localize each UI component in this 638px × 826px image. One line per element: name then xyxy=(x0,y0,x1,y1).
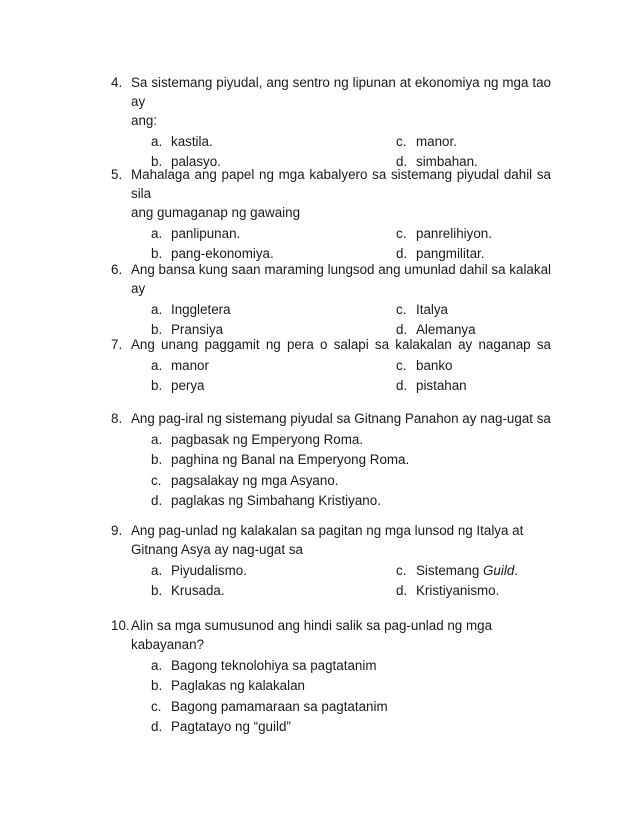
choice-a: a. manor xyxy=(151,357,209,373)
choice-c: c. banko xyxy=(396,357,453,373)
question-number: 6. xyxy=(111,262,123,277)
choice-b: b. Pransiya xyxy=(151,322,224,338)
choice-a: a. Piyudalismo. xyxy=(151,562,247,578)
choice-b: b. palasyo. xyxy=(151,154,221,170)
choice-a: a. panlipunan. xyxy=(151,225,241,241)
choice-d: d. Kristiyanismo. xyxy=(396,583,500,599)
question-text: Ang unang paggamit ng pera o salapi sa kalakalan ay naganap sa xyxy=(131,337,551,352)
choices xyxy=(111,560,551,601)
choices xyxy=(111,223,551,264)
question-number: 5. xyxy=(111,167,123,182)
choice-b: b. perya xyxy=(151,378,205,394)
choice-c: c. panrelihiyon. xyxy=(396,225,492,241)
question-8 xyxy=(111,409,551,511)
choice-b: b. paghina ng Banal na Emperyong Roma. xyxy=(151,452,410,468)
question-text: Alin sa mga sumusunod ang hindi salik sa pag-unlad ng mga kabayanan? xyxy=(131,618,493,652)
choice-d: d. pangmilitar. xyxy=(396,246,485,262)
choice-b: b. Krusada. xyxy=(151,583,225,599)
question-4 xyxy=(111,73,551,172)
question-10 xyxy=(111,616,551,737)
question-9 xyxy=(111,521,551,601)
question-text: Ang bansa kung saan maraming lungsod ang umunlad dahil sa kalakal ay xyxy=(131,262,551,296)
choice-d: d. simbahan. xyxy=(396,154,478,170)
choice-c: c. pagsalakay ng mga Asyano. xyxy=(151,472,339,488)
question-text: Sa sistemang piyudal, ang sentro ng lipunan at ekonomiya ng mga tao ay xyxy=(131,75,551,109)
choice-d: d. pistahan xyxy=(396,378,467,394)
question-text: Ang pag-unlad ng kalakalan sa pagitan ng mga lunsod ng Italya at xyxy=(131,523,524,538)
choice-d: d. Alemanya xyxy=(396,322,476,338)
choice-a: a. Inggletera xyxy=(151,301,231,317)
choice-c: c. Italya xyxy=(396,301,449,317)
choice-c: c. Sistemang Guild. xyxy=(396,562,518,578)
question-7 xyxy=(111,335,551,396)
question-text-continued: ang: xyxy=(131,113,158,128)
question-number: 4. xyxy=(111,75,123,90)
question-text-continued: ang gumaganap ng gawaing xyxy=(131,205,301,220)
choice-d: d. Pagtatayo ng “guild” xyxy=(151,719,291,735)
choice-a: a. Bagong teknolohiya sa pagtatanim xyxy=(151,657,377,673)
question-number: 7. xyxy=(111,337,123,352)
question-text-continued: Gitnang Asya ay nag-ugat sa xyxy=(131,542,303,557)
choice-b: b. Paglakas ng kalakalan xyxy=(151,678,305,694)
question-text: Mahalaga ang papel ng mga kabalyero sa sistemang piyudal dahil sa sila xyxy=(131,167,551,201)
choices xyxy=(111,429,551,511)
choice-a: a. pagbasak ng Emperyong Roma. xyxy=(151,431,364,447)
choice-b: b. pang-ekonomiya. xyxy=(151,246,274,262)
question-text: Ang pag-iral ng sistemang piyudal sa Gitnang Panahon ay nag-ugat sa xyxy=(131,411,551,426)
question-number: 8. xyxy=(111,411,123,426)
choice-c: c. Bagong pamamaraan sa pagtatanim xyxy=(151,698,388,714)
choice-c: c. manor. xyxy=(396,133,457,149)
choices xyxy=(111,355,551,396)
choice-a: a. kastila. xyxy=(151,133,213,149)
question-6 xyxy=(111,260,551,340)
question-number: 9. xyxy=(111,523,123,538)
choice-d: d. paglakas ng Simbahang Kristiyano. xyxy=(151,493,381,509)
question-5 xyxy=(111,165,551,264)
question-number: 10. xyxy=(111,618,130,633)
choices xyxy=(111,655,551,737)
choices xyxy=(111,299,551,340)
